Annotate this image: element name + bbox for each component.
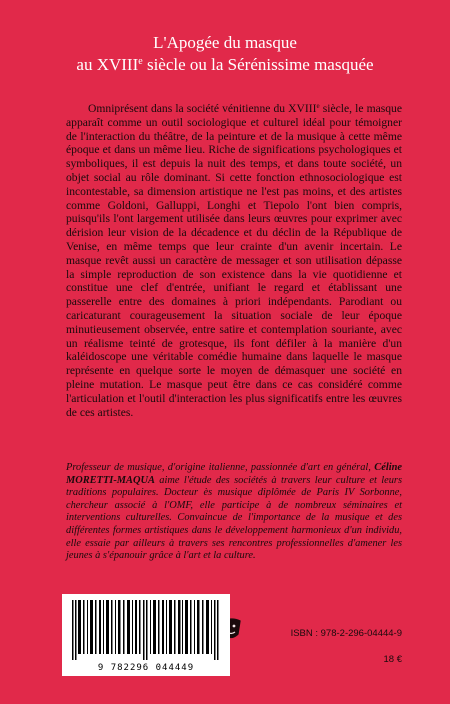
title-superscript: e [138, 56, 143, 67]
price: 18 € [383, 654, 402, 665]
summary-text-rest: siècle, le masque apparaît comme un outil sociologique et culturel idéal pour témoigner de l'interaction du théâtre, de la peinture et de la musique à cette même époque et dans un même lieu. Riche de significations psychologiques et symboliques, il est depuis la nuit des temps, et dans toute société, un objet social au rôle dominant. Si cette fonction ethnosociologique est incontestable, sa dimension artistique ne l'est pas moins, et des artistes comme Goldoni, Galluppi, Longhi et Tiepolo l'ont bien compris, puisqu'ils l'ont largement utilisée dans leurs œuvres pour exprimer avec dérision leur vision de la décadence et du déclin de la République de Venise, en même temps que leur crainte d'un avenir incertain. Le masque revêt aussi un caractère de messager et son utilisation dépasse la simple reproduction de son existence dans la vie quotidienne et constitue une clef d'entrée, unifiant le regard et établissant une passerelle entre des domaines à priori indépendants. Parodiant ou caricaturant courageusement la situation sociale de leur époque minutieusement observée, entre satire et contemplation souriante, avec un réalisme teinté de grotesque, ils font défiler à la manière d'un kaléidoscope une véritable comédie humaine dans laquelle le masque représente en quelque sorte le moyen de démasquer une société en pleine mutation. Le masque peut être dans ce cas considéré comme l'articulation et l'outil d'interaction les plus significatifs entre les œuvres de ces artistes. [66, 102, 402, 419]
title-line-2 [0, 54, 450, 76]
author-bio [66, 462, 402, 563]
title-line-2-start: au XVIII [76, 55, 139, 74]
summary-superscript: e [316, 102, 320, 110]
barcode [62, 594, 230, 676]
summary-paragraph [66, 102, 402, 419]
summary-text-start: Omniprésent dans la société vénitienne du XVIII [88, 102, 317, 115]
author-name: Céline MORETTI-MAQUA [66, 462, 402, 486]
book-title [0, 32, 450, 76]
bio-text-start: Professeur de musique, d'origine italienne, passionnée d'art en général, [66, 462, 375, 473]
isbn: ISBN : 978-2-296-04444-9 [290, 628, 402, 639]
barcode-number: 9 782296 044449 [97, 663, 195, 673]
bio-text-rest: aime l'étude des sociétés à travers leur culture et leurs traditions populaires. Docteur ès musique diplômée de Paris IV Sorbonne, chercheur associé à l'OMF, elle participe à de nombreux séminaires et interventions culturelles. Convaincue de l'importance de la musique et des différentes formes artistiques dans le développement harmonieux d'un individu, elle essaie par ailleurs à travers ses rencontres professionnelles d'amener les jeunes à s'épanouir grâce à l'art et la culture. [66, 474, 402, 562]
title-line-1: L'Apogée du masque [153, 33, 297, 52]
barcode-icon [68, 600, 224, 660]
title-line-2-end: siècle ou la Sérénissime masquée [142, 55, 374, 74]
